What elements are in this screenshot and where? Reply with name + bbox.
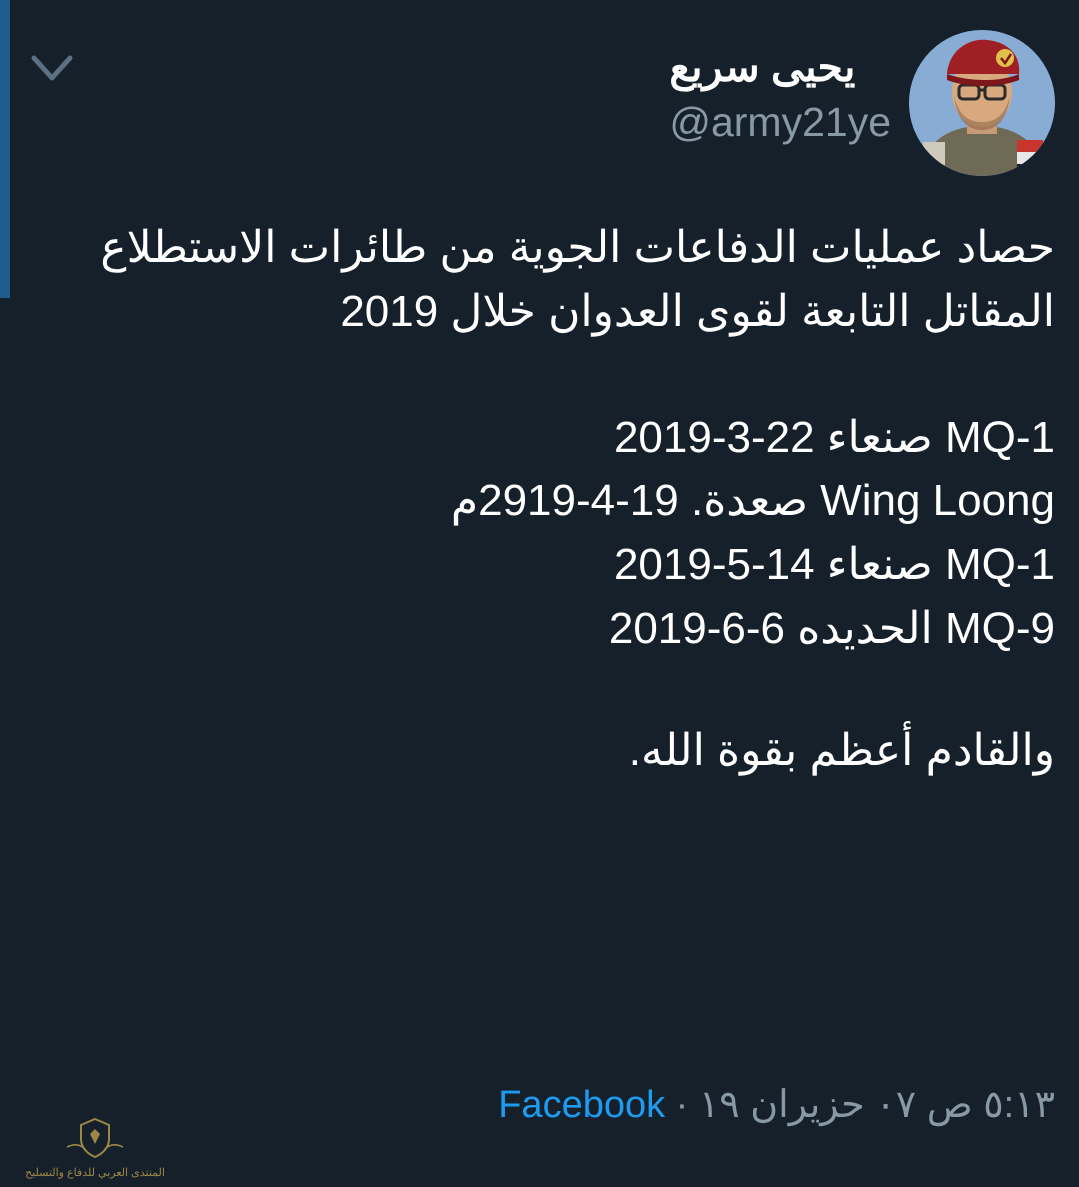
forum-logo-icon [65,1117,125,1159]
display-name: يحيى سريع [669,44,856,90]
watermark [10,1117,180,1179]
tweet-list-item-3: MQ-1 صنعاء 14-5-2019 [613,540,1055,590]
tweet-list-item-1: MQ-1 صنعاء 22-3-2019 [613,412,1055,462]
tweet-text [24,216,1055,783]
tweet-closing-line: والقادم أعظم بقوة الله. [628,725,1055,775]
tweet-list-item-4: MQ-9 الحديده 6-6-2019 [608,603,1055,653]
closing-spacer [30,661,1055,719]
paragraph-spacer [30,344,1055,406]
avatar[interactable] [909,30,1055,176]
account-handle[interactable]: @army21ye [669,99,891,146]
chevron-down-icon[interactable] [30,52,74,84]
account-names [669,30,891,148]
tweet-source-link[interactable]: Facebook [498,1084,666,1126]
tweet-list-item-2: Wing Loong صعدة. 19-4-2919م [450,476,1055,526]
tweet-paragraph-1: حصاد عمليات الدفاعات الجوية من طائرات الاستطلاع المقاتل التابعة لقوى العدوان خلال 2019 [100,223,1055,336]
tweet-date: ٠٧ حزيران ١٩ [698,1084,917,1126]
tweet-header [24,22,1055,176]
tweet-time: ٥:١٣ ص [926,1084,1055,1126]
watermark-text: المنتدى العربي للدفاع والتسليح [25,1167,165,1179]
footer-separator: · [675,1084,689,1126]
